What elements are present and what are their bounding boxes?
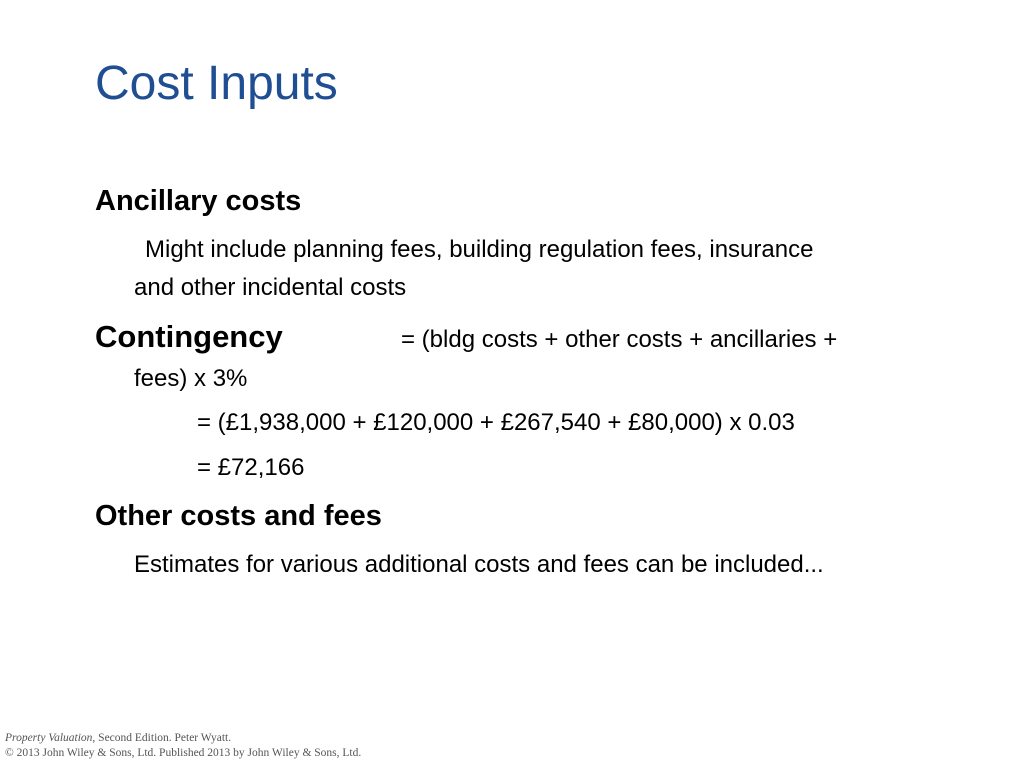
ancillary-costs-text-line-1: Might include planning fees, building regulation fees, insurance xyxy=(145,236,814,263)
other-costs-text-line: Estimates for various additional costs and fees can be included... xyxy=(134,551,824,578)
contingency-heading: Contingency xyxy=(95,319,283,354)
slide-title: Cost Inputs xyxy=(95,57,338,110)
contingency-formula-line-1: = (bldg costs + other costs + ancillaries + xyxy=(401,326,838,353)
contingency-formula-line-2: fees) x 3% xyxy=(134,365,248,392)
footer-edition: , Second Edition. Peter Wyatt. xyxy=(92,732,232,744)
ancillary-costs-heading: Ancillary costs xyxy=(95,185,302,217)
ancillary-costs-text-line-2: and other incidental costs xyxy=(134,274,407,301)
footer-citation xyxy=(5,731,231,745)
contingency-result-line: = £72,166 xyxy=(197,454,305,481)
other-costs-heading: Other costs and fees xyxy=(95,500,382,532)
footer-book-title: Property Valuation xyxy=(5,732,93,744)
contingency-calculation-line: = (£1,938,000 + £120,000 + £267,540 + £80,000) x 0.03 xyxy=(197,409,795,436)
footer-copyright: © 2013 John Wiley & Sons, Ltd. Published 2013 by John Wiley & Sons, Ltd. xyxy=(5,747,362,759)
